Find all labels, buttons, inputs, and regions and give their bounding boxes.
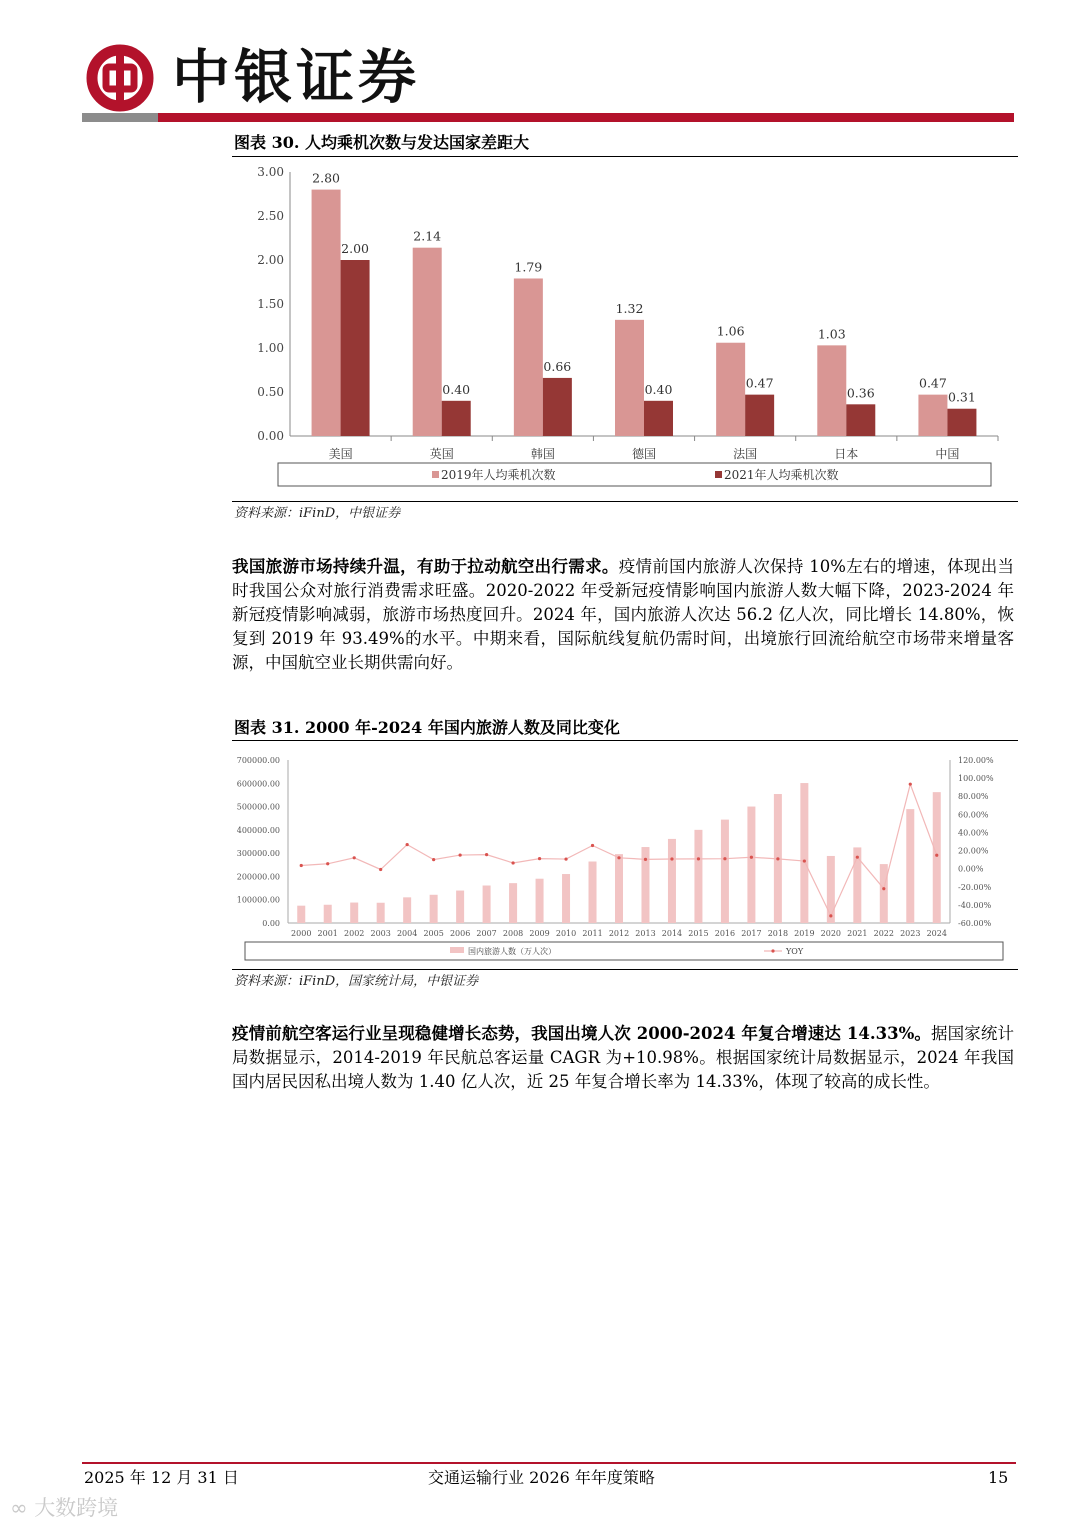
watermark-text: 大数跨境 xyxy=(34,1496,119,1520)
yoy-point xyxy=(935,854,938,857)
data-label: 1.79 xyxy=(514,259,543,275)
y-right-tick-label: -60.00% xyxy=(958,919,992,928)
bar xyxy=(906,809,914,923)
figure30-chart xyxy=(232,158,1018,494)
yoy-point xyxy=(776,857,779,860)
bar xyxy=(543,378,572,436)
bar xyxy=(745,395,774,436)
bar xyxy=(668,839,676,923)
data-label: 0.47 xyxy=(745,375,774,391)
legend-marker xyxy=(771,949,774,952)
data-label: 1.06 xyxy=(716,323,745,339)
data-label: 1.03 xyxy=(817,326,846,342)
bar xyxy=(536,879,544,923)
figure31-source: 资料来源：iFinD，国家统计局，中银证券 xyxy=(234,974,479,989)
figure30-bottom-rule xyxy=(232,501,1018,502)
x-tick-label: 韩国 xyxy=(530,447,555,461)
brand-name: 中银证券 xyxy=(172,43,421,111)
y-left-tick-label: 500000.00 xyxy=(236,802,280,812)
yoy-point xyxy=(485,853,488,856)
y-tick-label: 0.50 xyxy=(257,385,284,399)
legend-swatch xyxy=(450,947,464,953)
watermark xyxy=(10,1492,118,1522)
data-label: 0.36 xyxy=(846,385,875,401)
yoy-point xyxy=(697,857,700,860)
x-tick-label: 德国 xyxy=(631,447,657,461)
legend-label: 2021年人均乘机次数 xyxy=(724,468,839,482)
legend-swatch xyxy=(432,471,439,478)
figure31-top-rule xyxy=(232,740,1018,741)
figure31-title: 图表 31. 2000 年-2024 年国内旅游人数及同比变化 xyxy=(234,718,620,737)
yoy-point xyxy=(882,887,885,890)
y-right-tick-label: 0.00% xyxy=(958,864,984,874)
bar xyxy=(800,783,808,923)
data-label: 1.32 xyxy=(615,300,644,316)
x-tick-label: 2009 xyxy=(529,929,550,938)
bar xyxy=(589,862,597,923)
paragraph-outbound-body: 据国家统计局数据显示，2014-2019 年民航总客运量 CAGR 为+10.98%。根据国家统计局数据显示，2024 年我国国内居民因私出境人数为 1.40 亿人次，近 25 年复合增长率为 14.33%，体现了较高的成长性。 xyxy=(232,1024,1014,1091)
figure31-chart xyxy=(232,744,1018,966)
x-tick-label: 2012 xyxy=(608,929,630,938)
yoy-point xyxy=(379,868,382,871)
x-tick-label: 2006 xyxy=(449,929,471,938)
bar xyxy=(341,260,370,436)
x-tick-label: 2024 xyxy=(926,929,947,938)
bar xyxy=(644,401,673,436)
x-tick-label: 2011 xyxy=(582,929,603,938)
yoy-point xyxy=(617,856,620,859)
data-label: 0.66 xyxy=(543,358,572,374)
x-tick-label: 2004 xyxy=(396,929,418,938)
x-tick-label: 日本 xyxy=(834,447,859,461)
y-tick-label: 1.50 xyxy=(257,297,284,311)
legend-swatch xyxy=(715,471,722,478)
y-right-tick-label: -40.00% xyxy=(958,900,992,910)
legend-box xyxy=(278,463,991,486)
bar xyxy=(933,792,941,923)
yoy-point xyxy=(511,861,514,864)
y-right-tick-label: 120.00% xyxy=(958,756,994,765)
paragraph-outbound-lead: 疫情前航空客运行业呈现稳健增长态势，我国出境人次 2000-2024 年复合增速达 14.33%。 xyxy=(232,1024,932,1043)
x-tick-label: 2010 xyxy=(555,929,577,938)
figure31-bottom-rule xyxy=(232,969,1018,970)
yoy-point xyxy=(829,914,832,917)
x-tick-label: 2005 xyxy=(423,929,444,938)
y-right-tick-label: 20.00% xyxy=(958,846,989,856)
figure30-title: 图表 30. 人均乘机次数与发达国家差距大 xyxy=(234,133,529,152)
bar xyxy=(817,345,846,436)
bar xyxy=(442,401,471,436)
bar xyxy=(846,404,875,436)
bar xyxy=(947,409,976,436)
yoy-point xyxy=(538,857,541,860)
bar xyxy=(562,874,570,923)
yoy-point xyxy=(406,843,409,846)
x-tick-label: 英国 xyxy=(429,447,454,461)
y-left-tick-label: 300000.00 xyxy=(236,849,280,859)
y-left-tick-label: 600000.00 xyxy=(236,779,280,789)
bar xyxy=(509,883,517,923)
x-tick-label: 2003 xyxy=(370,929,391,938)
x-tick-label: 2021 xyxy=(847,929,868,938)
bar xyxy=(403,897,411,923)
x-tick-label: 2019 xyxy=(794,929,815,938)
y-right-tick-label: 40.00% xyxy=(958,828,989,838)
x-tick-label: 2020 xyxy=(820,929,842,938)
x-tick-label: 美国 xyxy=(328,447,353,461)
bank-of-china-logo xyxy=(86,44,154,112)
y-tick-label: 2.00 xyxy=(257,253,284,267)
data-label: 2.14 xyxy=(413,228,442,244)
yoy-point xyxy=(909,783,912,786)
y-left-tick-label: 100000.00 xyxy=(236,895,280,905)
figure30-top-rule xyxy=(232,156,1018,157)
y-tick-label: 1.00 xyxy=(257,341,284,355)
footer-report-title: 交通运输行业 2026 年年度策略 xyxy=(428,1468,655,1487)
footer-rule xyxy=(82,1462,1016,1464)
paragraph-tourism-lead: 我国旅游市场持续升温，有助于拉动航空出行需求。 xyxy=(232,557,619,576)
bar xyxy=(297,906,305,923)
bar xyxy=(918,395,947,436)
yoy-point xyxy=(432,858,435,861)
x-tick-label: 2023 xyxy=(900,929,921,938)
x-tick-label: 2022 xyxy=(873,929,894,938)
bar xyxy=(880,864,888,923)
legend-label: YOY xyxy=(786,947,804,956)
bar xyxy=(694,830,702,923)
bar xyxy=(827,856,835,923)
x-tick-label: 2015 xyxy=(688,929,709,938)
y-right-tick-label: 60.00% xyxy=(958,810,989,820)
bar xyxy=(430,895,438,923)
x-tick-label: 2001 xyxy=(317,929,338,938)
x-tick-label: 2016 xyxy=(714,929,736,938)
yoy-point xyxy=(564,857,567,860)
y-tick-label: 0.00 xyxy=(257,429,284,443)
y-right-tick-label: -20.00% xyxy=(958,882,992,892)
bar xyxy=(377,903,385,923)
x-tick-label: 法国 xyxy=(733,447,758,461)
legend-label: 2019年人均乘机次数 xyxy=(441,468,556,482)
yoy-point xyxy=(326,862,329,865)
x-tick-label: 2018 xyxy=(767,929,789,938)
y-tick-label: 2.50 xyxy=(257,209,284,223)
bar xyxy=(716,343,745,436)
x-tick-label: 2007 xyxy=(476,929,497,938)
header-bar-gray xyxy=(82,113,158,122)
y-left-tick-label: 700000.00 xyxy=(236,756,280,765)
page-number: 15 xyxy=(988,1468,1009,1487)
footer-date: 2025 年 12 月 31 日 xyxy=(84,1468,239,1487)
x-tick-label: 2008 xyxy=(502,929,524,938)
yoy-point xyxy=(353,856,356,859)
y-left-tick-label: 200000.00 xyxy=(236,872,280,882)
legend-label: 国内旅游人数（万人次） xyxy=(468,947,556,956)
bar xyxy=(413,248,442,436)
bar xyxy=(456,891,464,923)
bar xyxy=(312,190,341,436)
paragraph-tourism xyxy=(232,555,1014,675)
y-tick-label: 3.00 xyxy=(257,165,284,179)
y-right-tick-label: 100.00% xyxy=(958,774,994,784)
header-bar-red xyxy=(158,113,1014,122)
y-left-tick-label: 0.00 xyxy=(262,919,280,928)
y-right-tick-label: 80.00% xyxy=(958,792,989,802)
data-label: 0.40 xyxy=(442,381,471,397)
data-label: 0.31 xyxy=(948,389,976,405)
yoy-point xyxy=(803,859,806,862)
data-label: 2.80 xyxy=(312,170,340,186)
yoy-point xyxy=(856,856,859,859)
y-left-tick-label: 400000.00 xyxy=(236,825,280,835)
paragraph-tourism-body: 疫情前国内旅游人次保持 10%左右的增速，体现出当时我国公众对旅行消费需求旺盛。2020-2022 年受新冠疫情影响国内旅游人数大幅下降，2023-2024 年新冠疫情影响减弱，旅游市场热度回升。2024 年，国内旅游人次达 56.2 亿人次，同比增长 14.80%，恢复到 2019 年 93.49%的水平。中期来看，国际航线复航仍需时间，出境旅行回流给航空市场带来增量客源，中国航空业长期供需向好。 xyxy=(232,557,1015,672)
bar xyxy=(615,854,623,923)
x-tick-label: 2013 xyxy=(635,929,656,938)
data-label: 0.47 xyxy=(919,375,947,391)
yoy-point xyxy=(591,844,594,847)
bar xyxy=(514,278,543,436)
data-label: 2.00 xyxy=(341,241,369,256)
yoy-point xyxy=(750,856,753,859)
data-label: 0.40 xyxy=(644,381,673,397)
yoy-point xyxy=(670,857,673,860)
bar xyxy=(350,903,358,923)
legend-box xyxy=(245,942,1003,960)
paragraph-outbound xyxy=(232,1022,1014,1094)
yoy-point xyxy=(723,857,726,860)
bar xyxy=(747,807,755,923)
bar xyxy=(324,905,332,923)
bar xyxy=(721,820,729,923)
watermark-icon: ∞ xyxy=(10,1496,28,1520)
figure30-source: 资料来源：iFinD，中银证券 xyxy=(234,506,401,521)
yoy-point xyxy=(459,853,462,856)
x-tick-label: 2000 xyxy=(291,929,312,938)
yoy-point xyxy=(300,864,303,867)
x-tick-label: 中国 xyxy=(935,447,960,461)
yoy-point xyxy=(644,858,647,861)
x-tick-label: 2002 xyxy=(344,929,365,938)
x-tick-label: 2014 xyxy=(661,929,683,938)
bar xyxy=(615,320,644,436)
bar xyxy=(483,886,491,923)
x-tick-label: 2017 xyxy=(741,929,762,938)
